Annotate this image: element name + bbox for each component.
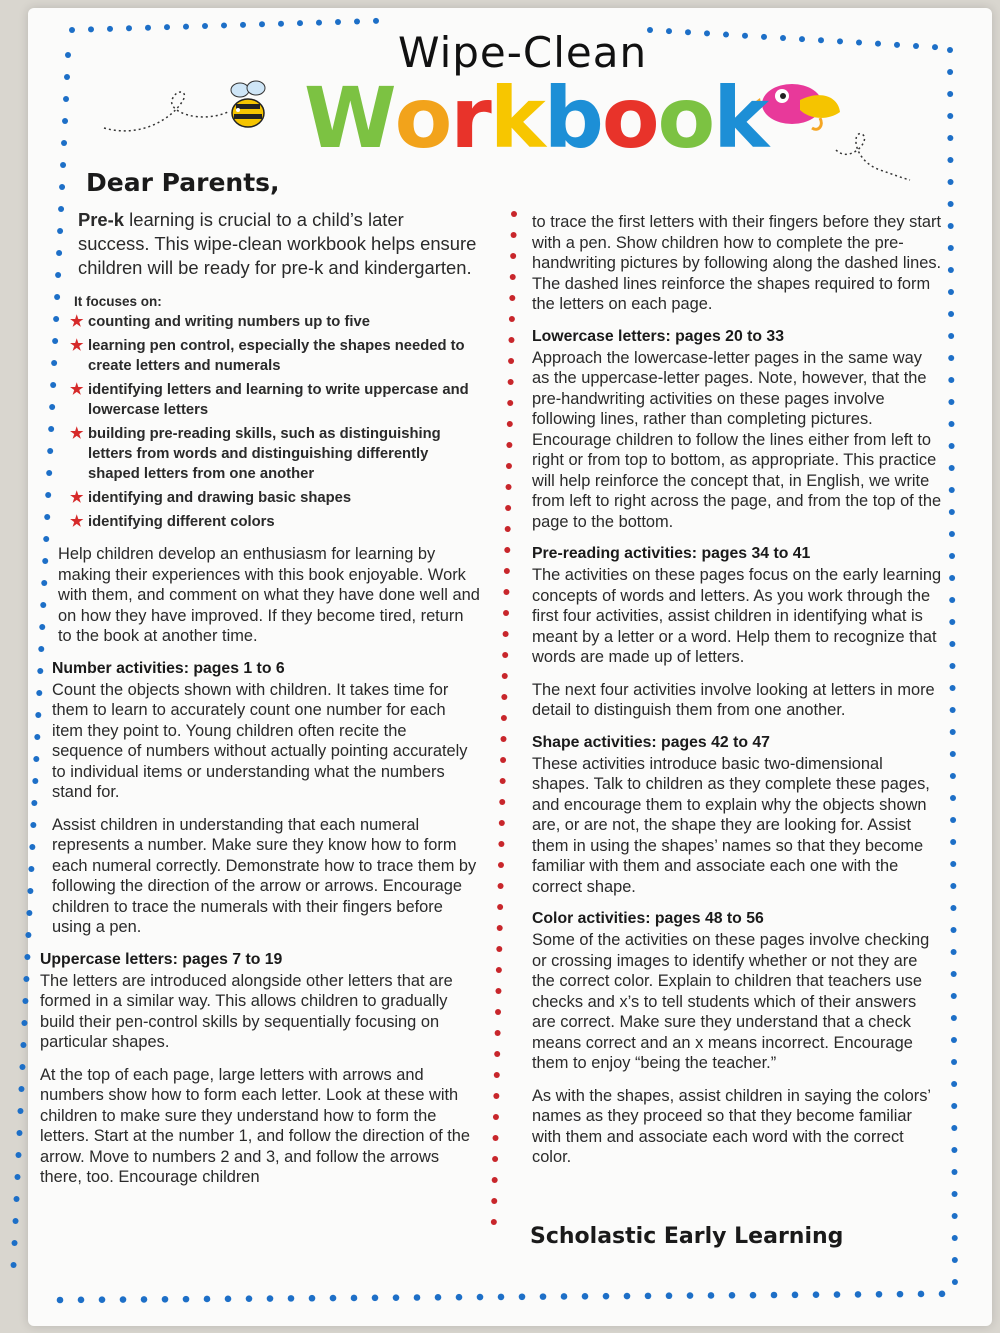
divider-dot [496,946,502,952]
divider-dot [493,1093,499,1099]
subtitle: Wipe-Clean [398,28,648,77]
border-dot [267,1295,274,1302]
border-dot [330,1295,337,1302]
divider-dot [505,526,511,532]
border-dot [949,487,955,493]
border-dot [948,223,954,229]
prereading-paragraph-1: The activities on these pages focus on the early learning concepts of words and letters. As you work through the first four activities, assist children in identifying what is meant by a letter or a word. Help them to recognize that words are made up of letters. [532,566,942,666]
border-dot [951,1037,957,1043]
star-icon: ★ [70,426,84,442]
prereading-heading: Pre-reading activities: pages 34 to 41 [532,545,811,562]
divider-dot [500,757,506,763]
border-dot [14,1196,20,1202]
focus-item-text: learning pen control, especially the shapes needed to create letters and numerals [88,338,465,374]
border-dot [949,465,955,471]
border-dot [948,421,954,427]
right-column [532,212,942,1180]
page-title [304,69,768,167]
border-dot [951,993,957,999]
border-dot [951,1015,957,1021]
border-dot [949,597,955,603]
divider-dot [505,505,511,511]
divider-dot [493,1114,499,1120]
shape-paragraph: These activities introduce basic two-dimensional shapes. Talk to children as they complete these pages, and encourage them to explain why the objects shown are, or are not, the shape they are looking for. Assist them in using the shapes’ names so that they become familiar with them and associate each one with the correct shape. [532,754,930,896]
border-dot [26,910,32,916]
focus-item-text: identifying different colors [88,514,275,530]
border-dot [949,531,955,537]
divider-dot [496,967,502,973]
border-dot [16,1152,22,1158]
divider-dot [508,358,514,364]
divider-dot [508,379,514,385]
focus-item [40,512,480,532]
border-dot [950,729,956,735]
border-dot [951,1059,957,1065]
border-dot [351,1295,358,1302]
focus-title: It focuses on: [74,294,162,309]
divider-dot [497,904,503,910]
uppercase-paragraph-2-continued: to trace the first letters with their fingers before they start with a pen. Show children how to complete the pre-handwriting pictures by following along the dashed lines. The dashed lines reinforce the shapes required to form the letters on each page. [532,213,942,313]
number-heading: Number activities: pages 1 to 6 [52,659,285,677]
focus-item-text: counting and writing numbers up to five [88,314,370,330]
border-dot [16,1130,22,1136]
title-letter: k [713,69,768,167]
star-icon: ★ [70,314,84,330]
border-dot [834,1291,841,1298]
border-dot [288,1295,295,1302]
border-dot [24,954,30,960]
border-dot [204,1296,211,1303]
divider-dot [500,778,506,784]
divider-dot [499,799,505,805]
border-dot [582,1293,589,1300]
border-dot [687,1292,694,1299]
star-icon: ★ [70,490,84,506]
border-dot [603,1293,610,1300]
divider-dot [499,820,505,826]
star-icon: ★ [70,514,84,530]
border-dot [948,333,954,339]
border-dot [11,1262,17,1268]
color-paragraph-2: As with the shapes, assist children in saying the colors’ names as they proceed so that they become familiar with them and associate each word with the correct color. [532,1086,931,1166]
divider-dot [504,547,510,553]
border-dot [225,1296,232,1303]
divider-dot [494,1051,500,1057]
border-dot [477,1294,484,1301]
lowercase-paragraph: Approach the lowercase-letter pages in the same way as the uppercase-letter pages. Note, however, that the pre-handwriting activities on these pages involve following lines, rather than completing pictures. Encourage children to follow the lines either from left to right or from top to bottom, as appropriate. This practice will help reinforce the concept that, in English, we write from left to right across the page, and from the top of the page to the bottom. [532,348,942,531]
divider-dot [495,988,501,994]
border-dot [13,1218,19,1224]
border-dot [28,866,34,872]
border-dot [246,1295,253,1302]
border-dot [624,1293,631,1300]
uppercase-paragraph-2: At the top of each page, large letters with arrows and numbers show how to form each letter. Look at these with children to make sure they understand how to form the letters. Start at the number 1, and follow the direction of the arrow. Move to numbers 2 and 3, and follow the arrows there, too. Encourage children [40,1065,471,1186]
star-icon: ★ [70,338,84,354]
border-dot [750,1292,757,1299]
border-dot [498,1294,505,1301]
border-dot [162,1296,169,1303]
border-dot [951,927,957,933]
border-dot [414,1294,421,1301]
enthusiasm-paragraph: Help children develop an enthusiasm for learning by making their experiences with this book enjoyable. Work with them, and comment on what they have done well and on how they have improved. If they become tired, return to the book at another time. [58,545,480,645]
border-dot [951,1169,957,1175]
border-dot [183,1296,190,1303]
focus-item-text: identifying and drawing basic shapes [88,490,352,506]
border-dot [951,1125,957,1131]
divider-dot [495,1030,501,1036]
border-dot [645,1293,652,1300]
border-dot [948,245,954,251]
border-dot [141,1296,148,1303]
focus-list [40,312,480,532]
border-dot [948,355,954,361]
border-dot [27,888,33,894]
border-dot [456,1294,463,1301]
border-dot [23,976,29,982]
focus-item [40,488,480,508]
border-dot [22,998,28,1004]
title-letter: o [657,69,714,167]
border-dot [949,619,955,625]
border-dot [950,839,956,845]
border-dot [949,641,955,647]
divider-dot [493,1135,499,1141]
border-dot [949,509,955,515]
title-letter: o [601,69,658,167]
border-dot [20,1042,26,1048]
divider-dot [501,694,507,700]
border-dot [952,1235,958,1241]
divider-dot [503,589,509,595]
divider-dot [509,316,515,322]
border-dot [792,1292,799,1299]
lowercase-heading: Lowercase letters: pages 20 to 33 [532,327,784,345]
border-dot [951,971,957,977]
border-dot [950,707,956,713]
border-dot [949,575,955,581]
title-letter: W [304,69,395,167]
divider-dot [497,925,503,931]
focus-item-text: building pre-reading skills, such as distinguishing letters from words and distinguishing differently shaped letters from one another [88,426,441,482]
border-dot [950,905,956,911]
border-dot [948,201,954,207]
border-dot [708,1292,715,1299]
divider-dot [510,253,516,259]
border-dot [951,1147,957,1153]
border-dot [948,311,954,317]
border-dot [950,685,956,691]
greeting: Dear Parents, [86,168,280,197]
divider-dot [498,862,504,868]
border-dot [519,1293,526,1300]
border-dot [771,1292,778,1299]
border-dot [540,1293,547,1300]
border-dot [951,1081,957,1087]
border-dot [951,1103,957,1109]
border-dot [855,1291,862,1298]
number-paragraph-1: Count the objects shown with children. It takes time for them to learn to accurately count one number for each item they point to. Young children often recite the sequence of numbers without actually pointing accurately to individual items or understanding what the numbers stand for. [52,680,468,801]
border-dot [918,1291,925,1298]
title-letter: b [543,69,602,167]
uppercase-paragraph-1: The letters are introduced alongside other letters that are formed in a similar way. This allows children to gradually build their pen-control skills by sequentially focusing on particular shapes. [40,971,453,1051]
divider-dot [508,337,514,343]
border-dot [949,443,955,449]
divider-dot [502,652,508,658]
divider-dot [503,610,509,616]
border-dot [950,773,956,779]
intro-bold: Pre-k [78,209,125,230]
border-dot [813,1291,820,1298]
left-column [40,208,480,1200]
border-dot [57,1297,64,1304]
border-dot [952,1279,958,1285]
border-dot [17,1108,23,1114]
divider-dot [509,295,515,301]
number-paragraph-2: Assist children in understanding that each numeral represents a number. Make sure they know how to form each numeral correctly. Demonstrate how to trace them by following the direction of the arrow or arrows. Encourage children to trace the numerals with their fingers before using a pen. [52,815,477,936]
intro-paragraph [78,208,480,280]
border-dot [948,267,954,273]
divider-dot [506,484,512,490]
border-dot [30,822,36,828]
border-dot [12,1240,18,1246]
title-letter: r [450,69,490,167]
divider-dot [511,232,517,238]
divider-dot [503,631,509,637]
border-dot [309,1295,316,1302]
intro-text: learning is crucial to a child’s later success. This wipe-clean workbook helps ensure children will be ready for pre-k and kindergarten. [78,209,477,278]
border-dot [15,1174,21,1180]
divider-dot [492,1156,498,1162]
border-dot [951,949,957,955]
border-dot [29,844,35,850]
border-dot [949,553,955,559]
uppercase-heading: Uppercase letters: pages 7 to 19 [40,950,283,968]
focus-item [40,424,480,484]
border-dot [952,1213,958,1219]
border-dot [21,1020,27,1026]
border-dot [120,1296,127,1303]
border-dot [561,1293,568,1300]
border-dot [18,1086,24,1092]
focus-item [40,336,480,376]
divider-dot [492,1177,498,1183]
divider-dot [506,442,512,448]
focus-item [40,380,480,420]
divider-dot [491,1219,497,1225]
divider-dot [491,1198,497,1204]
border-dot [25,932,31,938]
border-dot [950,751,956,757]
border-dot [950,861,956,867]
border-dot [78,1297,85,1304]
prereading-paragraph-2: The next four activities involve looking at letters in more detail to distinguish them from one another. [532,680,935,719]
border-dot [948,377,954,383]
border-dot [32,778,38,784]
divider-dot [498,883,504,889]
border-dot [876,1291,883,1298]
divider-dot [510,274,516,280]
border-dot [949,663,955,669]
border-dot [31,800,37,806]
border-dot [99,1296,106,1303]
border-dot [952,1191,958,1197]
divider-dot [511,211,517,217]
title-letter: o [394,69,451,167]
focus-item-text: identifying letters and learning to write uppercase and lowercase letters [88,382,469,418]
border-dot [372,1294,379,1301]
divider-dot [501,715,507,721]
number-section [52,659,480,938]
shape-heading: Shape activities: pages 42 to 47 [532,733,770,751]
border-dot [948,289,954,295]
divider-dot [494,1072,500,1078]
border-dot [950,883,956,889]
title-letter: k [489,69,544,167]
divider-dot [506,463,512,469]
border-dot [435,1294,442,1301]
border-dot [393,1294,400,1301]
color-paragraph-1: Some of the activities on these pages involve checking or crossing images to identify whether or not they are the correct color. Explain to children that teachers use checks and x’s to tell students which of their answers are correct. Make sure they understand that a check means correct and an x means incorrect. Encourage them to enjoy “being the teacher.” [532,931,930,1072]
divider-dot [507,400,513,406]
border-dot [948,399,954,405]
color-heading: Color activities: pages 48 to 56 [532,910,764,927]
border-dot [950,817,956,823]
divider-dot [504,568,510,574]
border-dot [897,1291,904,1298]
border-dot [666,1292,673,1299]
divider-dot [502,673,508,679]
border-dot [19,1064,25,1070]
divider-dot [507,421,513,427]
border-dot [939,1291,946,1298]
border-dot [33,756,39,762]
divider-dot [498,841,504,847]
uppercase-section [40,950,480,1188]
border-dot [950,795,956,801]
divider-dot [501,736,507,742]
header [0,0,1000,190]
focus-item [40,312,480,332]
border-dot [729,1292,736,1299]
star-icon: ★ [70,382,84,398]
bee-icon [231,81,265,127]
signature: Scholastic Early Learning [530,1224,844,1249]
border-dot [952,1257,958,1263]
bird-trail [836,134,910,180]
bee-trail [104,92,228,131]
divider-dot [495,1009,501,1015]
